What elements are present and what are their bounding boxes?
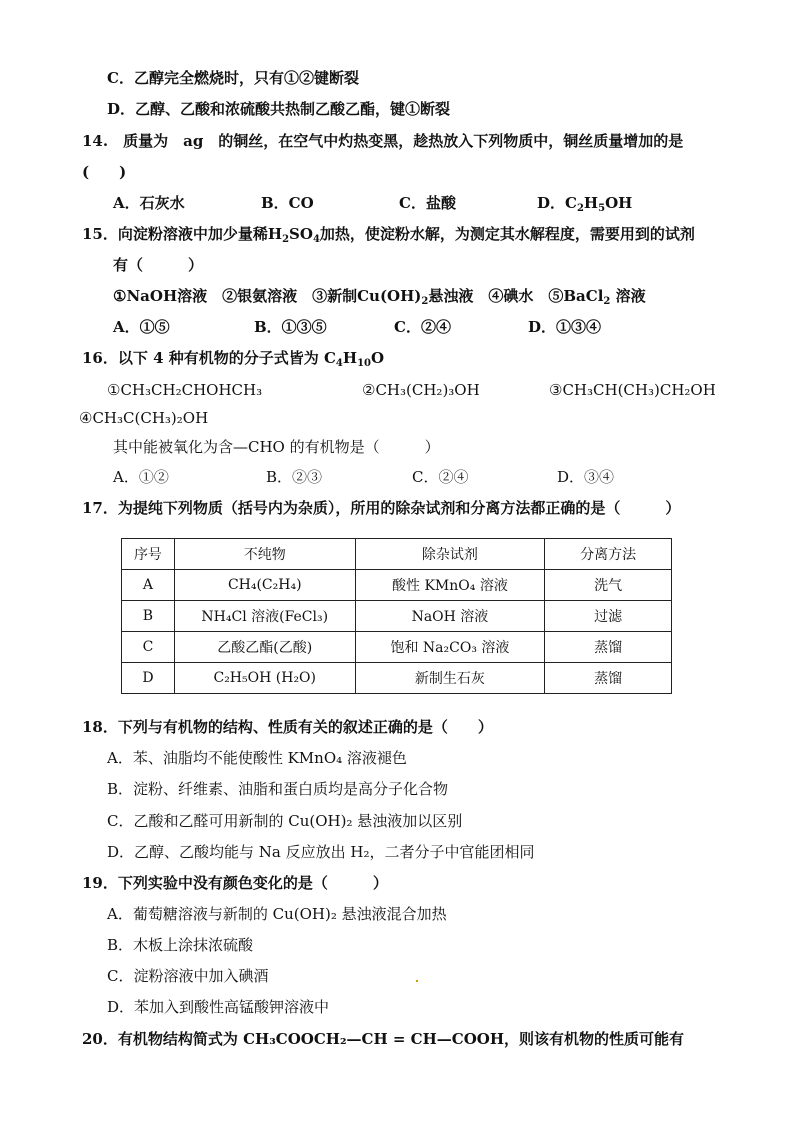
q13-option-c: C．乙醇完全燃烧时，只有①②键断裂 bbox=[107, 69, 359, 87]
q18-option-b: B．淀粉、纤维素、油脂和蛋白质均是高分子化合物 bbox=[107, 780, 449, 798]
q16-option-b: B．②③ bbox=[266, 468, 323, 486]
q15-option-a: A．①⑤ bbox=[113, 318, 170, 336]
q17-table bbox=[121, 538, 672, 694]
q15-reagents: ①NaOH溶液 ②银氨溶液 ③新制$Cu(OH)_2$悬浊液 ④碘水 ⑤BaCl$_2$ 溶液 bbox=[113, 287, 646, 307]
q14-option-a: A．石灰水 bbox=[113, 194, 185, 212]
table-row bbox=[122, 663, 672, 694]
q19-stem: 19．下列实验中没有颜色变化的是（ ） bbox=[82, 874, 388, 892]
table-cell: D bbox=[122, 663, 175, 694]
q19-option-b: B．木板上涂抹浓硫酸 bbox=[107, 936, 254, 954]
q15-option-c: C．②④ bbox=[394, 318, 451, 336]
table-row bbox=[122, 601, 672, 632]
table-header: 不纯物 bbox=[174, 539, 355, 570]
q13-option-d: D．乙醇、乙酸和浓硫酸共热制乙酸乙酯，键①断裂 bbox=[107, 100, 451, 118]
q16-molecule-2: ②CH₃(CH₂)₃OH bbox=[362, 381, 480, 399]
q18-option-a: A．苯、油脂均不能使酸性 KMnO₄ 溶液褪色 bbox=[107, 749, 407, 767]
q16-option-a: A．①② bbox=[113, 468, 169, 486]
table-header-row bbox=[122, 539, 672, 570]
q15-stem: 15．向淀粉溶液中加少量稀$H_2SO_4$加热，使淀粉水解，为测定其水解程度，需要用到的试剂 bbox=[82, 225, 695, 245]
q15-option-d: D．①③④ bbox=[528, 318, 602, 336]
table-cell: CH₄(C₂H₄) bbox=[174, 570, 355, 601]
q14-option-d: D．$C_2H_5OH$ bbox=[537, 194, 633, 214]
q14-stem: 14. 质量为 ag 的铜丝，在空气中灼热变黑，趁热放入下列物质中，铜丝质量增加的是 bbox=[82, 132, 684, 150]
q18-option-c: C．乙酸和乙醛可用新制的 Cu(OH)₂ 悬浊液加以区别 bbox=[107, 812, 463, 830]
q14-option-b: B．CO bbox=[261, 194, 314, 212]
table-cell: NaOH 溶液 bbox=[355, 601, 545, 632]
q19-option-c: C．淀粉溶液中加入碘酒 bbox=[107, 967, 269, 985]
table-header: 除杂试剂 bbox=[355, 539, 545, 570]
table-row bbox=[122, 570, 672, 601]
table-row bbox=[122, 632, 672, 663]
q14-option-c: C．盐酸 bbox=[399, 194, 456, 212]
q16-choices bbox=[113, 467, 733, 487]
q16-option-d: D．③④ bbox=[557, 468, 615, 486]
table-cell: C bbox=[122, 632, 175, 663]
table-cell: 乙酸乙酯(乙酸) bbox=[174, 632, 355, 663]
table-cell: 新制生石灰 bbox=[355, 663, 545, 694]
table-cell: NH₄Cl 溶液(FeCl₃) bbox=[174, 601, 355, 632]
q15-stem-cont: 有（ ） bbox=[113, 256, 204, 274]
q16-question: 其中能被氧化为含—CHO 的有机物是（ ） bbox=[113, 438, 440, 456]
q19-option-d: D．苯加入到酸性高锰酸钾溶液中 bbox=[107, 998, 330, 1016]
q14-choices bbox=[113, 193, 713, 213]
table-cell: 酸性 KMnO₄ 溶液 bbox=[355, 570, 545, 601]
table-cell: C₂H₅OH (H₂O) bbox=[174, 663, 355, 694]
q18-stem: 18．下列与有机物的结构、性质有关的叙述正确的是（ ） bbox=[82, 718, 493, 736]
table-cell: 过滤 bbox=[545, 601, 672, 632]
table-cell: 蒸馏 bbox=[545, 663, 672, 694]
q16-stem: 16．以下 4 种有机物的分子式皆为 $C_4H_{10}O$ bbox=[82, 349, 385, 369]
table-cell: 蒸馏 bbox=[545, 632, 672, 663]
table-header: 序号 bbox=[122, 539, 175, 570]
q16-option-c: C．②④ bbox=[412, 468, 469, 486]
table-cell: A bbox=[122, 570, 175, 601]
table-cell: 洗气 bbox=[545, 570, 672, 601]
q20-stem: 20．有机物结构简式为 CH₃COOCH₂—CH = CH—COOH，则该有机物的性质可能有 bbox=[82, 1030, 685, 1048]
q16-molecule-1: ①CH₃CH₂CHOHCH₃ bbox=[107, 381, 263, 399]
table-header: 分离方法 bbox=[545, 539, 672, 570]
q16-molecule-4: ④CH₃C(CH₃)₂OH bbox=[79, 409, 209, 427]
q17-stem: 17．为提纯下列物质（括号内为杂质），所用的除杂试剂和分离方法都正确的是（ ） bbox=[82, 499, 681, 517]
q15-choices bbox=[113, 317, 713, 337]
q14-answer-paren: ( ) bbox=[82, 163, 127, 181]
stray-mark bbox=[416, 980, 418, 982]
q18-option-d: D．乙醇、乙酸均能与 Na 反应放出 H₂，二者分子中官能团相同 bbox=[107, 843, 535, 861]
q16-molecule-3: ③CH₃CH(CH₃)CH₂OH bbox=[549, 381, 716, 399]
table-cell: B bbox=[122, 601, 175, 632]
table-cell: 饱和 Na₂CO₃ 溶液 bbox=[355, 632, 545, 663]
q19-option-a: A．葡萄糖溶液与新制的 Cu(OH)₂ 悬浊液混合加热 bbox=[107, 905, 447, 923]
q15-option-b: B．①③⑤ bbox=[254, 318, 327, 336]
